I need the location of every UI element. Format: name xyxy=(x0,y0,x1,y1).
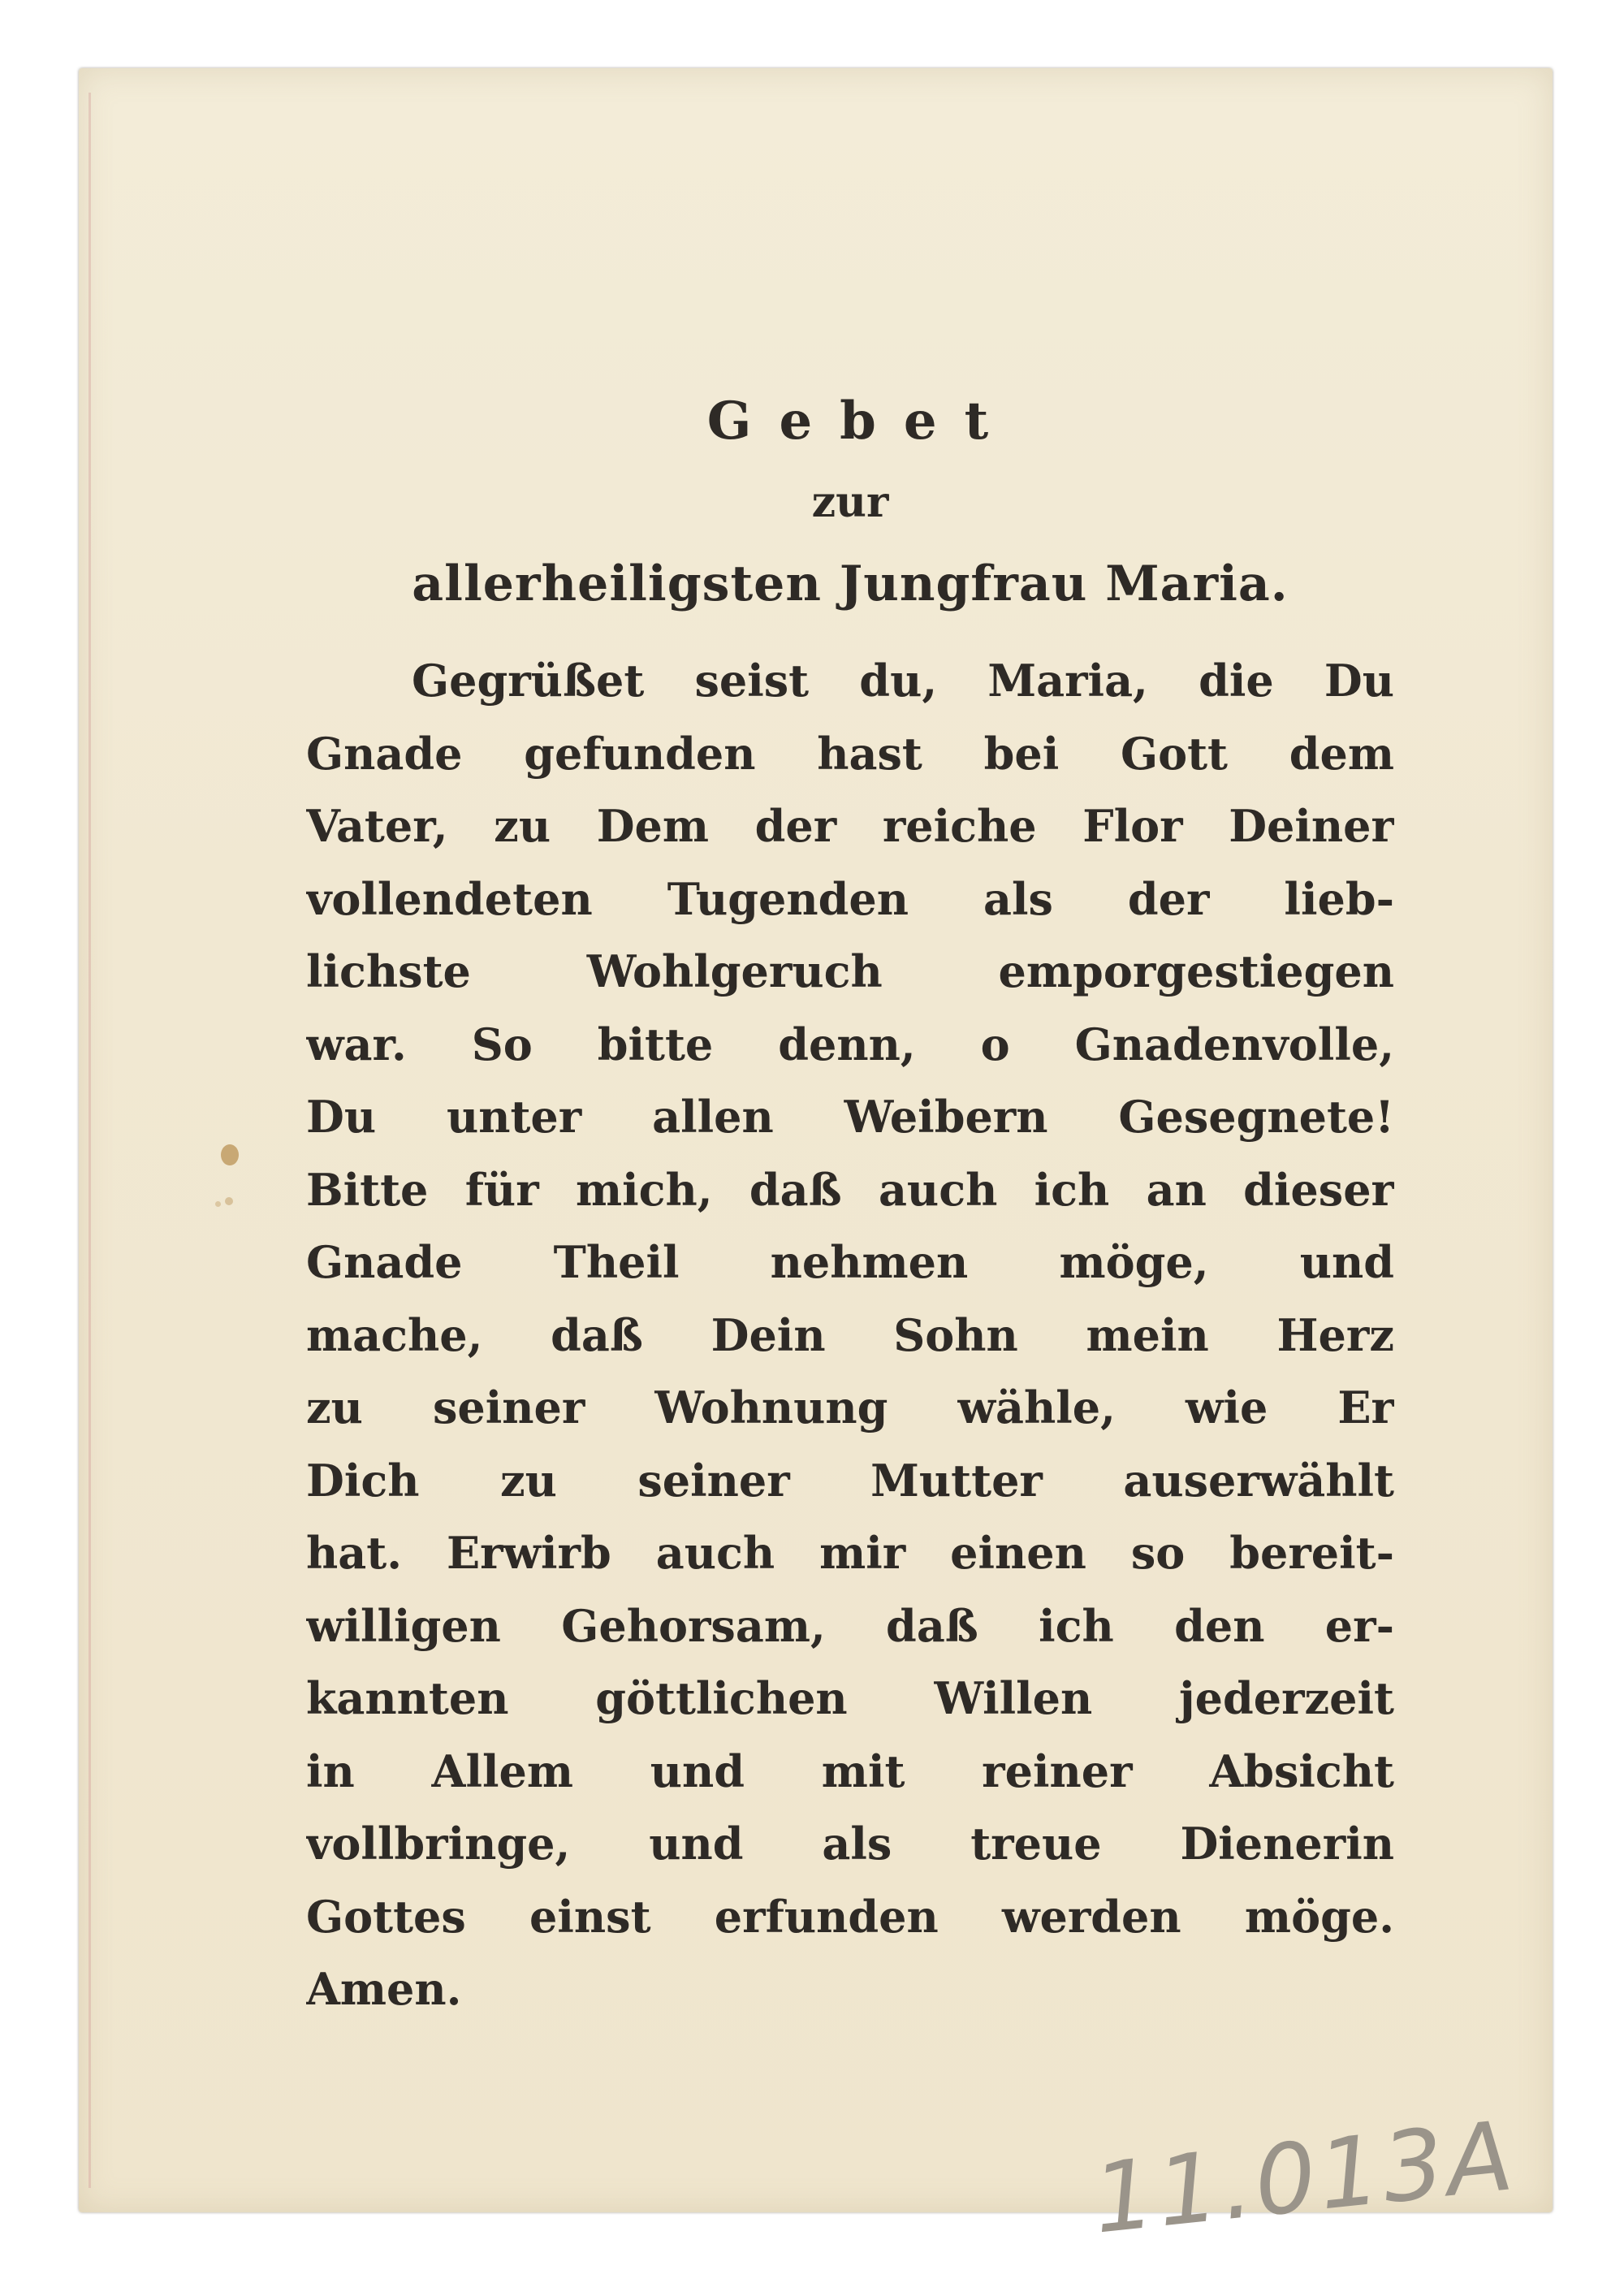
prayer-line: vollendeten Tugenden als der lieb- xyxy=(306,872,1394,925)
prayer-line: Gnade gefunden hast bei Gott dem xyxy=(306,727,1394,780)
prayer-card xyxy=(79,68,1553,2255)
prayer-line: Bitte für mich, daß auch ich an dieser xyxy=(306,1163,1394,1216)
prayer-line: vollbringe, und als treue Dienerin xyxy=(306,1818,1394,1870)
prayer-text-block xyxy=(306,312,1394,2026)
handwritten-archive-number: 11.013A xyxy=(1087,2099,1521,2255)
prayer-line: Vater, zu Dem der reiche Flor Deiner xyxy=(306,800,1394,852)
prayer-line: Gegrüßet seist du, Maria, die Du xyxy=(412,655,1394,707)
prayer-line: zu seiner Wohnung wähle, wie Er xyxy=(306,1381,1394,1433)
prayer-line: hat. Erwirb auch mir einen so bereit- xyxy=(306,1527,1394,1579)
prayer-line: mache, daß Dein Sohn mein Herz xyxy=(306,1308,1394,1361)
stain-spot xyxy=(221,1144,239,1165)
prayer-line: willigen Gehorsam, daß ich den er- xyxy=(306,1599,1394,1652)
prayer-line: Du unter allen Weibern Gesegnete! xyxy=(306,1091,1394,1143)
prayer-body xyxy=(306,645,1394,2026)
prayer-line: Dich zu seiner Mutter auserwählt xyxy=(306,1454,1394,1507)
prayer-line: Amen. xyxy=(306,1963,462,2015)
stain-spot xyxy=(225,1197,233,1205)
prayer-line: in Allem und mit reiner Absicht xyxy=(306,1745,1394,1797)
card-subtitle-zur: zur xyxy=(811,478,889,527)
card-subtitle-maria: allerheiligsten Jungfrau Maria. xyxy=(412,556,1289,612)
card-edge-mark xyxy=(89,93,91,2188)
stain-spot xyxy=(215,1201,221,1207)
prayer-line: war. So bitte denn, o Gnadenvolle, xyxy=(306,1018,1394,1070)
card-title: Gebet xyxy=(706,391,1017,452)
prayer-line: kannten göttlichen Willen jederzeit xyxy=(306,1672,1394,1724)
prayer-line: Gnade Theil nehmen möge, und xyxy=(306,1236,1394,1288)
prayer-line: lichste Wohlgeruch emporgestiegen xyxy=(306,945,1394,997)
prayer-line: Gottes einst erfunden werden möge. xyxy=(306,1890,1394,1943)
